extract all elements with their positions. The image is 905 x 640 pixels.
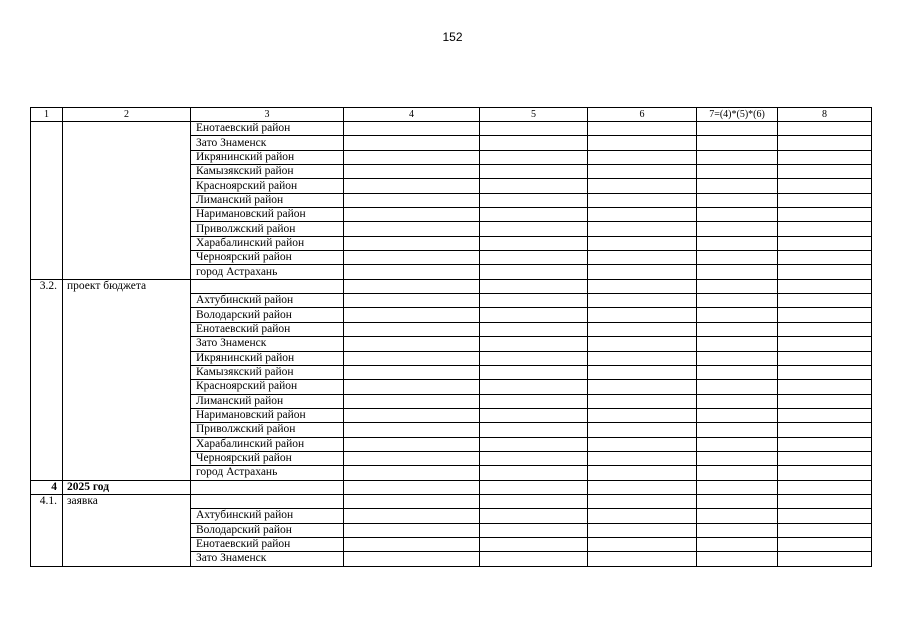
empty-cell <box>697 351 778 365</box>
cell-col-1 <box>31 509 63 523</box>
empty-cell <box>588 451 697 465</box>
page-number: 152 <box>442 30 463 44</box>
cell-col-3: Володарский район <box>191 308 344 322</box>
empty-cell <box>588 136 697 150</box>
empty-cell <box>697 537 778 551</box>
empty-cell <box>778 394 872 408</box>
cell-col-2 <box>63 208 191 222</box>
cell-col-3: Черноярский район <box>191 251 344 265</box>
cell-col-1: 3.2. <box>31 279 63 293</box>
cell-col-2 <box>63 451 191 465</box>
empty-cell <box>697 165 778 179</box>
table-row <box>31 136 872 150</box>
empty-cell <box>344 537 480 551</box>
cell-col-2: заявка <box>63 494 191 508</box>
empty-cell <box>778 480 872 494</box>
empty-cell <box>588 251 697 265</box>
table-row <box>31 451 872 465</box>
cell-col-2 <box>63 365 191 379</box>
cell-col-1 <box>31 408 63 422</box>
empty-cell <box>778 165 872 179</box>
cell-col-1: 4 <box>31 480 63 494</box>
col-header-8: 8 <box>778 108 872 122</box>
empty-cell <box>588 337 697 351</box>
empty-cell <box>778 408 872 422</box>
table-row <box>31 380 872 394</box>
cell-col-3: Зато Знаменск <box>191 552 344 566</box>
cell-col-1 <box>31 308 63 322</box>
cell-col-2 <box>63 236 191 250</box>
cell-col-1 <box>31 394 63 408</box>
empty-cell <box>697 322 778 336</box>
cell-col-3: Черноярский район <box>191 451 344 465</box>
cell-col-2 <box>63 552 191 566</box>
col-header-2: 2 <box>63 108 191 122</box>
empty-cell <box>588 394 697 408</box>
empty-cell <box>778 552 872 566</box>
empty-cell <box>480 537 588 551</box>
table-row <box>31 337 872 351</box>
empty-cell <box>588 279 697 293</box>
cell-col-1 <box>31 451 63 465</box>
table-row <box>31 480 872 494</box>
empty-cell <box>480 523 588 537</box>
empty-cell <box>588 423 697 437</box>
empty-cell <box>588 122 697 136</box>
col-header-3: 3 <box>191 108 344 122</box>
empty-cell <box>697 437 778 451</box>
cell-col-1 <box>31 122 63 136</box>
empty-cell <box>778 193 872 207</box>
table-row <box>31 294 872 308</box>
empty-cell <box>697 380 778 394</box>
cell-col-1 <box>31 337 63 351</box>
empty-cell <box>588 523 697 537</box>
empty-cell <box>778 251 872 265</box>
cell-col-2 <box>63 423 191 437</box>
empty-cell <box>588 222 697 236</box>
empty-cell <box>344 337 480 351</box>
cell-col-2 <box>63 294 191 308</box>
empty-cell <box>697 408 778 422</box>
empty-cell <box>480 380 588 394</box>
empty-cell <box>778 365 872 379</box>
cell-col-3: Приволжский район <box>191 222 344 236</box>
empty-cell <box>778 279 872 293</box>
cell-col-3: Зато Знаменск <box>191 136 344 150</box>
cell-col-3: Енотаевский район <box>191 122 344 136</box>
cell-col-2 <box>63 150 191 164</box>
table-row <box>31 351 872 365</box>
empty-cell <box>480 552 588 566</box>
empty-cell <box>344 466 480 480</box>
empty-cell <box>697 308 778 322</box>
col-header-7: 7=(4)*(5)*(6) <box>697 108 778 122</box>
cell-col-1 <box>31 294 63 308</box>
empty-cell <box>588 365 697 379</box>
cell-col-1 <box>31 380 63 394</box>
cell-col-1 <box>31 136 63 150</box>
empty-cell <box>344 437 480 451</box>
empty-cell <box>588 494 697 508</box>
table-row <box>31 150 872 164</box>
col-header-5: 5 <box>480 108 588 122</box>
empty-cell <box>344 165 480 179</box>
cell-col-2 <box>63 437 191 451</box>
empty-cell <box>778 122 872 136</box>
empty-cell <box>344 523 480 537</box>
cell-col-2 <box>63 308 191 322</box>
empty-cell <box>778 150 872 164</box>
cell-col-2 <box>63 222 191 236</box>
table-row <box>31 523 872 537</box>
empty-cell <box>480 122 588 136</box>
cell-col-1 <box>31 165 63 179</box>
table-row <box>31 437 872 451</box>
empty-cell <box>480 251 588 265</box>
empty-cell <box>697 451 778 465</box>
empty-cell <box>697 279 778 293</box>
empty-cell <box>778 337 872 351</box>
empty-cell <box>778 308 872 322</box>
empty-cell <box>480 423 588 437</box>
empty-cell <box>344 480 480 494</box>
cell-col-2 <box>63 394 191 408</box>
empty-cell <box>697 136 778 150</box>
cell-col-2 <box>63 136 191 150</box>
empty-cell <box>480 265 588 279</box>
cell-col-2 <box>63 351 191 365</box>
empty-cell <box>588 552 697 566</box>
cell-col-2 <box>63 523 191 537</box>
empty-cell <box>588 179 697 193</box>
cell-col-3 <box>191 494 344 508</box>
cell-col-3: Володарский район <box>191 523 344 537</box>
cell-col-1 <box>31 423 63 437</box>
empty-cell <box>778 509 872 523</box>
cell-col-1 <box>31 150 63 164</box>
table-row <box>31 265 872 279</box>
empty-cell <box>480 193 588 207</box>
cell-col-3: Лиманский район <box>191 193 344 207</box>
empty-cell <box>588 480 697 494</box>
empty-cell <box>344 236 480 250</box>
empty-cell <box>480 408 588 422</box>
table-row <box>31 236 872 250</box>
empty-cell <box>778 466 872 480</box>
empty-cell <box>344 408 480 422</box>
cell-col-1 <box>31 365 63 379</box>
column-number-row <box>31 108 872 122</box>
empty-cell <box>480 222 588 236</box>
table-row <box>31 165 872 179</box>
empty-cell <box>344 451 480 465</box>
cell-col-1 <box>31 236 63 250</box>
empty-cell <box>480 294 588 308</box>
empty-cell <box>344 279 480 293</box>
cell-col-1 <box>31 265 63 279</box>
empty-cell <box>778 179 872 193</box>
empty-cell <box>697 552 778 566</box>
cell-col-3: Харабалинский район <box>191 437 344 451</box>
cell-col-1 <box>31 537 63 551</box>
empty-cell <box>588 466 697 480</box>
empty-cell <box>588 308 697 322</box>
empty-cell <box>588 509 697 523</box>
empty-cell <box>480 165 588 179</box>
empty-cell <box>697 122 778 136</box>
table-row <box>31 394 872 408</box>
empty-cell <box>588 208 697 222</box>
empty-cell <box>480 466 588 480</box>
empty-cell <box>480 279 588 293</box>
empty-cell <box>480 322 588 336</box>
cell-col-1 <box>31 193 63 207</box>
cell-col-3 <box>191 279 344 293</box>
cell-col-2 <box>63 193 191 207</box>
empty-cell <box>588 265 697 279</box>
cell-col-3: город Астрахань <box>191 466 344 480</box>
table-row <box>31 466 872 480</box>
cell-col-3: город Астрахань <box>191 265 344 279</box>
table-row <box>31 552 872 566</box>
table-row <box>31 537 872 551</box>
empty-cell <box>344 509 480 523</box>
cell-col-3: Зато Знаменск <box>191 337 344 351</box>
empty-cell <box>697 179 778 193</box>
table-row <box>31 279 872 293</box>
empty-cell <box>697 480 778 494</box>
empty-cell <box>480 480 588 494</box>
table-row <box>31 122 872 136</box>
cell-col-1 <box>31 322 63 336</box>
empty-cell <box>344 322 480 336</box>
empty-cell <box>778 222 872 236</box>
empty-cell <box>697 193 778 207</box>
empty-cell <box>697 509 778 523</box>
empty-cell <box>344 423 480 437</box>
table-row <box>31 208 872 222</box>
cell-col-1 <box>31 351 63 365</box>
empty-cell <box>344 394 480 408</box>
empty-cell <box>588 351 697 365</box>
cell-col-2 <box>63 322 191 336</box>
cell-col-3: Наримановский район <box>191 408 344 422</box>
cell-col-2 <box>63 165 191 179</box>
cell-col-2 <box>63 265 191 279</box>
cell-col-2 <box>63 251 191 265</box>
empty-cell <box>697 365 778 379</box>
cell-col-3: Харабалинский район <box>191 236 344 250</box>
empty-cell <box>778 208 872 222</box>
empty-cell <box>778 236 872 250</box>
cell-col-2 <box>63 408 191 422</box>
empty-cell <box>778 136 872 150</box>
table-row <box>31 322 872 336</box>
empty-cell <box>480 509 588 523</box>
empty-cell <box>344 380 480 394</box>
empty-cell <box>480 150 588 164</box>
table-row <box>31 408 872 422</box>
empty-cell <box>697 423 778 437</box>
empty-cell <box>588 437 697 451</box>
empty-cell <box>588 165 697 179</box>
empty-cell <box>588 294 697 308</box>
cell-col-3: Приволжский район <box>191 423 344 437</box>
table-row <box>31 308 872 322</box>
table-row <box>31 509 872 523</box>
cell-col-3: Енотаевский район <box>191 537 344 551</box>
cell-col-3: Енотаевский район <box>191 322 344 336</box>
empty-cell <box>480 494 588 508</box>
cell-col-3: Лиманский район <box>191 394 344 408</box>
cell-col-1 <box>31 552 63 566</box>
cell-col-3: Камызякский район <box>191 365 344 379</box>
cell-col-1 <box>31 466 63 480</box>
cell-col-1 <box>31 208 63 222</box>
empty-cell <box>778 537 872 551</box>
empty-cell <box>344 552 480 566</box>
table-row <box>31 365 872 379</box>
empty-cell <box>344 294 480 308</box>
empty-cell <box>588 380 697 394</box>
empty-cell <box>778 380 872 394</box>
cell-col-3: Красноярский район <box>191 179 344 193</box>
table-row <box>31 222 872 236</box>
empty-cell <box>697 337 778 351</box>
cell-col-2 <box>63 466 191 480</box>
empty-cell <box>480 308 588 322</box>
empty-cell <box>344 308 480 322</box>
empty-cell <box>778 494 872 508</box>
empty-cell <box>344 193 480 207</box>
empty-cell <box>480 136 588 150</box>
table-row <box>31 494 872 508</box>
empty-cell <box>588 236 697 250</box>
empty-cell <box>697 251 778 265</box>
cell-col-2 <box>63 122 191 136</box>
cell-col-3: Икрянинский район <box>191 351 344 365</box>
empty-cell <box>480 208 588 222</box>
cell-col-2: 2025 год <box>63 480 191 494</box>
empty-cell <box>697 222 778 236</box>
empty-cell <box>778 294 872 308</box>
table-row <box>31 193 872 207</box>
empty-cell <box>344 494 480 508</box>
empty-cell <box>480 451 588 465</box>
empty-cell <box>697 150 778 164</box>
col-header-6: 6 <box>588 108 697 122</box>
empty-cell <box>697 208 778 222</box>
empty-cell <box>697 265 778 279</box>
cell-col-1 <box>31 437 63 451</box>
empty-cell <box>480 351 588 365</box>
empty-cell <box>697 236 778 250</box>
cell-col-2 <box>63 509 191 523</box>
empty-cell <box>588 150 697 164</box>
empty-cell <box>778 437 872 451</box>
empty-cell <box>697 494 778 508</box>
cell-col-1 <box>31 179 63 193</box>
empty-cell <box>344 150 480 164</box>
cell-col-2 <box>63 537 191 551</box>
empty-cell <box>778 451 872 465</box>
empty-cell <box>480 437 588 451</box>
cell-col-2: проект бюджета <box>63 279 191 293</box>
col-header-1: 1 <box>31 108 63 122</box>
empty-cell <box>344 179 480 193</box>
empty-cell <box>480 337 588 351</box>
table-row <box>31 423 872 437</box>
cell-col-2 <box>63 380 191 394</box>
empty-cell <box>344 122 480 136</box>
empty-cell <box>778 322 872 336</box>
empty-cell <box>344 365 480 379</box>
empty-cell <box>480 179 588 193</box>
empty-cell <box>697 523 778 537</box>
empty-cell <box>480 394 588 408</box>
cell-col-3: Ахтубинский район <box>191 294 344 308</box>
cell-col-1 <box>31 251 63 265</box>
cell-col-2 <box>63 179 191 193</box>
cell-col-3: Камызякский район <box>191 165 344 179</box>
col-header-4: 4 <box>344 108 480 122</box>
cell-col-3: Красноярский район <box>191 380 344 394</box>
empty-cell <box>344 222 480 236</box>
empty-cell <box>588 408 697 422</box>
empty-cell <box>344 265 480 279</box>
cell-col-1: 4.1. <box>31 494 63 508</box>
empty-cell <box>344 351 480 365</box>
empty-cell <box>778 523 872 537</box>
empty-cell <box>778 265 872 279</box>
empty-cell <box>697 466 778 480</box>
empty-cell <box>480 365 588 379</box>
table-row <box>31 251 872 265</box>
empty-cell <box>344 208 480 222</box>
cell-col-1 <box>31 523 63 537</box>
cell-col-1 <box>31 222 63 236</box>
empty-cell <box>344 136 480 150</box>
cell-col-3: Наримановский район <box>191 208 344 222</box>
empty-cell <box>588 193 697 207</box>
cell-col-3: Икрянинский район <box>191 150 344 164</box>
budget-table <box>30 107 872 567</box>
empty-cell <box>697 294 778 308</box>
cell-col-2 <box>63 337 191 351</box>
table-row <box>31 179 872 193</box>
empty-cell <box>697 394 778 408</box>
empty-cell <box>778 423 872 437</box>
table-body <box>31 108 872 567</box>
empty-cell <box>778 351 872 365</box>
empty-cell <box>588 537 697 551</box>
empty-cell <box>588 322 697 336</box>
cell-col-3 <box>191 480 344 494</box>
cell-col-3: Ахтубинский район <box>191 509 344 523</box>
empty-cell <box>344 251 480 265</box>
empty-cell <box>480 236 588 250</box>
